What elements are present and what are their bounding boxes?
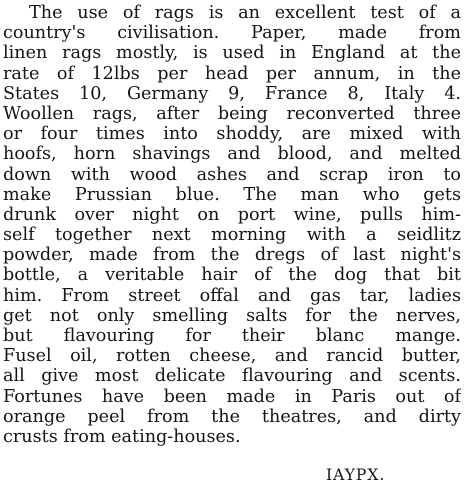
article-line: drunk over night on port wine, pulls him- <box>3 204 461 225</box>
article-line: Fortunes have been made in Paris out of <box>3 386 461 407</box>
article-line: him. From street offal and gas tar, ladies <box>3 285 461 306</box>
article-line: The use of rags is an excellent test of a <box>29 3 461 23</box>
article-line: down with wood ashes and scrap iron to <box>3 164 461 185</box>
article-line: but flavouring for their blanc mange. <box>3 326 461 346</box>
article-line: all give most delicate flavouring and scents. <box>3 366 461 387</box>
article-line: linen rags mostly, is used in England at the <box>3 43 461 64</box>
article-line: States 10, Germany 9, France 8, Italy 4. <box>3 83 461 104</box>
article-line: Woollen rags, after being reconverted three <box>3 103 461 124</box>
article-line: make Prussian blue. The man who gets <box>3 184 461 205</box>
article-line: hoofs, horn shavings and blood, and melted <box>3 144 461 165</box>
article-paragraph <box>3 3 461 447</box>
author-signature: IAYPX. <box>326 466 386 484</box>
article-line: get not only smelling salts for the nerves, <box>3 305 461 326</box>
article-line: bottle, a veritable hair of the dog that bit <box>3 265 461 286</box>
article-line: self together next morning with a seidlitz <box>3 225 461 246</box>
article-line: country's civilisation. Paper, made from <box>3 23 461 44</box>
article-line: or four times into shoddy, are mixed with <box>3 124 461 145</box>
article-line: crusts from eating-houses. <box>3 426 241 447</box>
article-line: rate of 12lbs per head per annum, in the <box>3 63 461 84</box>
article-line: orange peel from the theatres, and dirty <box>3 406 461 427</box>
article-line: powder, made from the dregs of last night's <box>3 245 461 266</box>
article-line: Fusel oil, rotten cheese, and rancid butter, <box>3 346 461 367</box>
